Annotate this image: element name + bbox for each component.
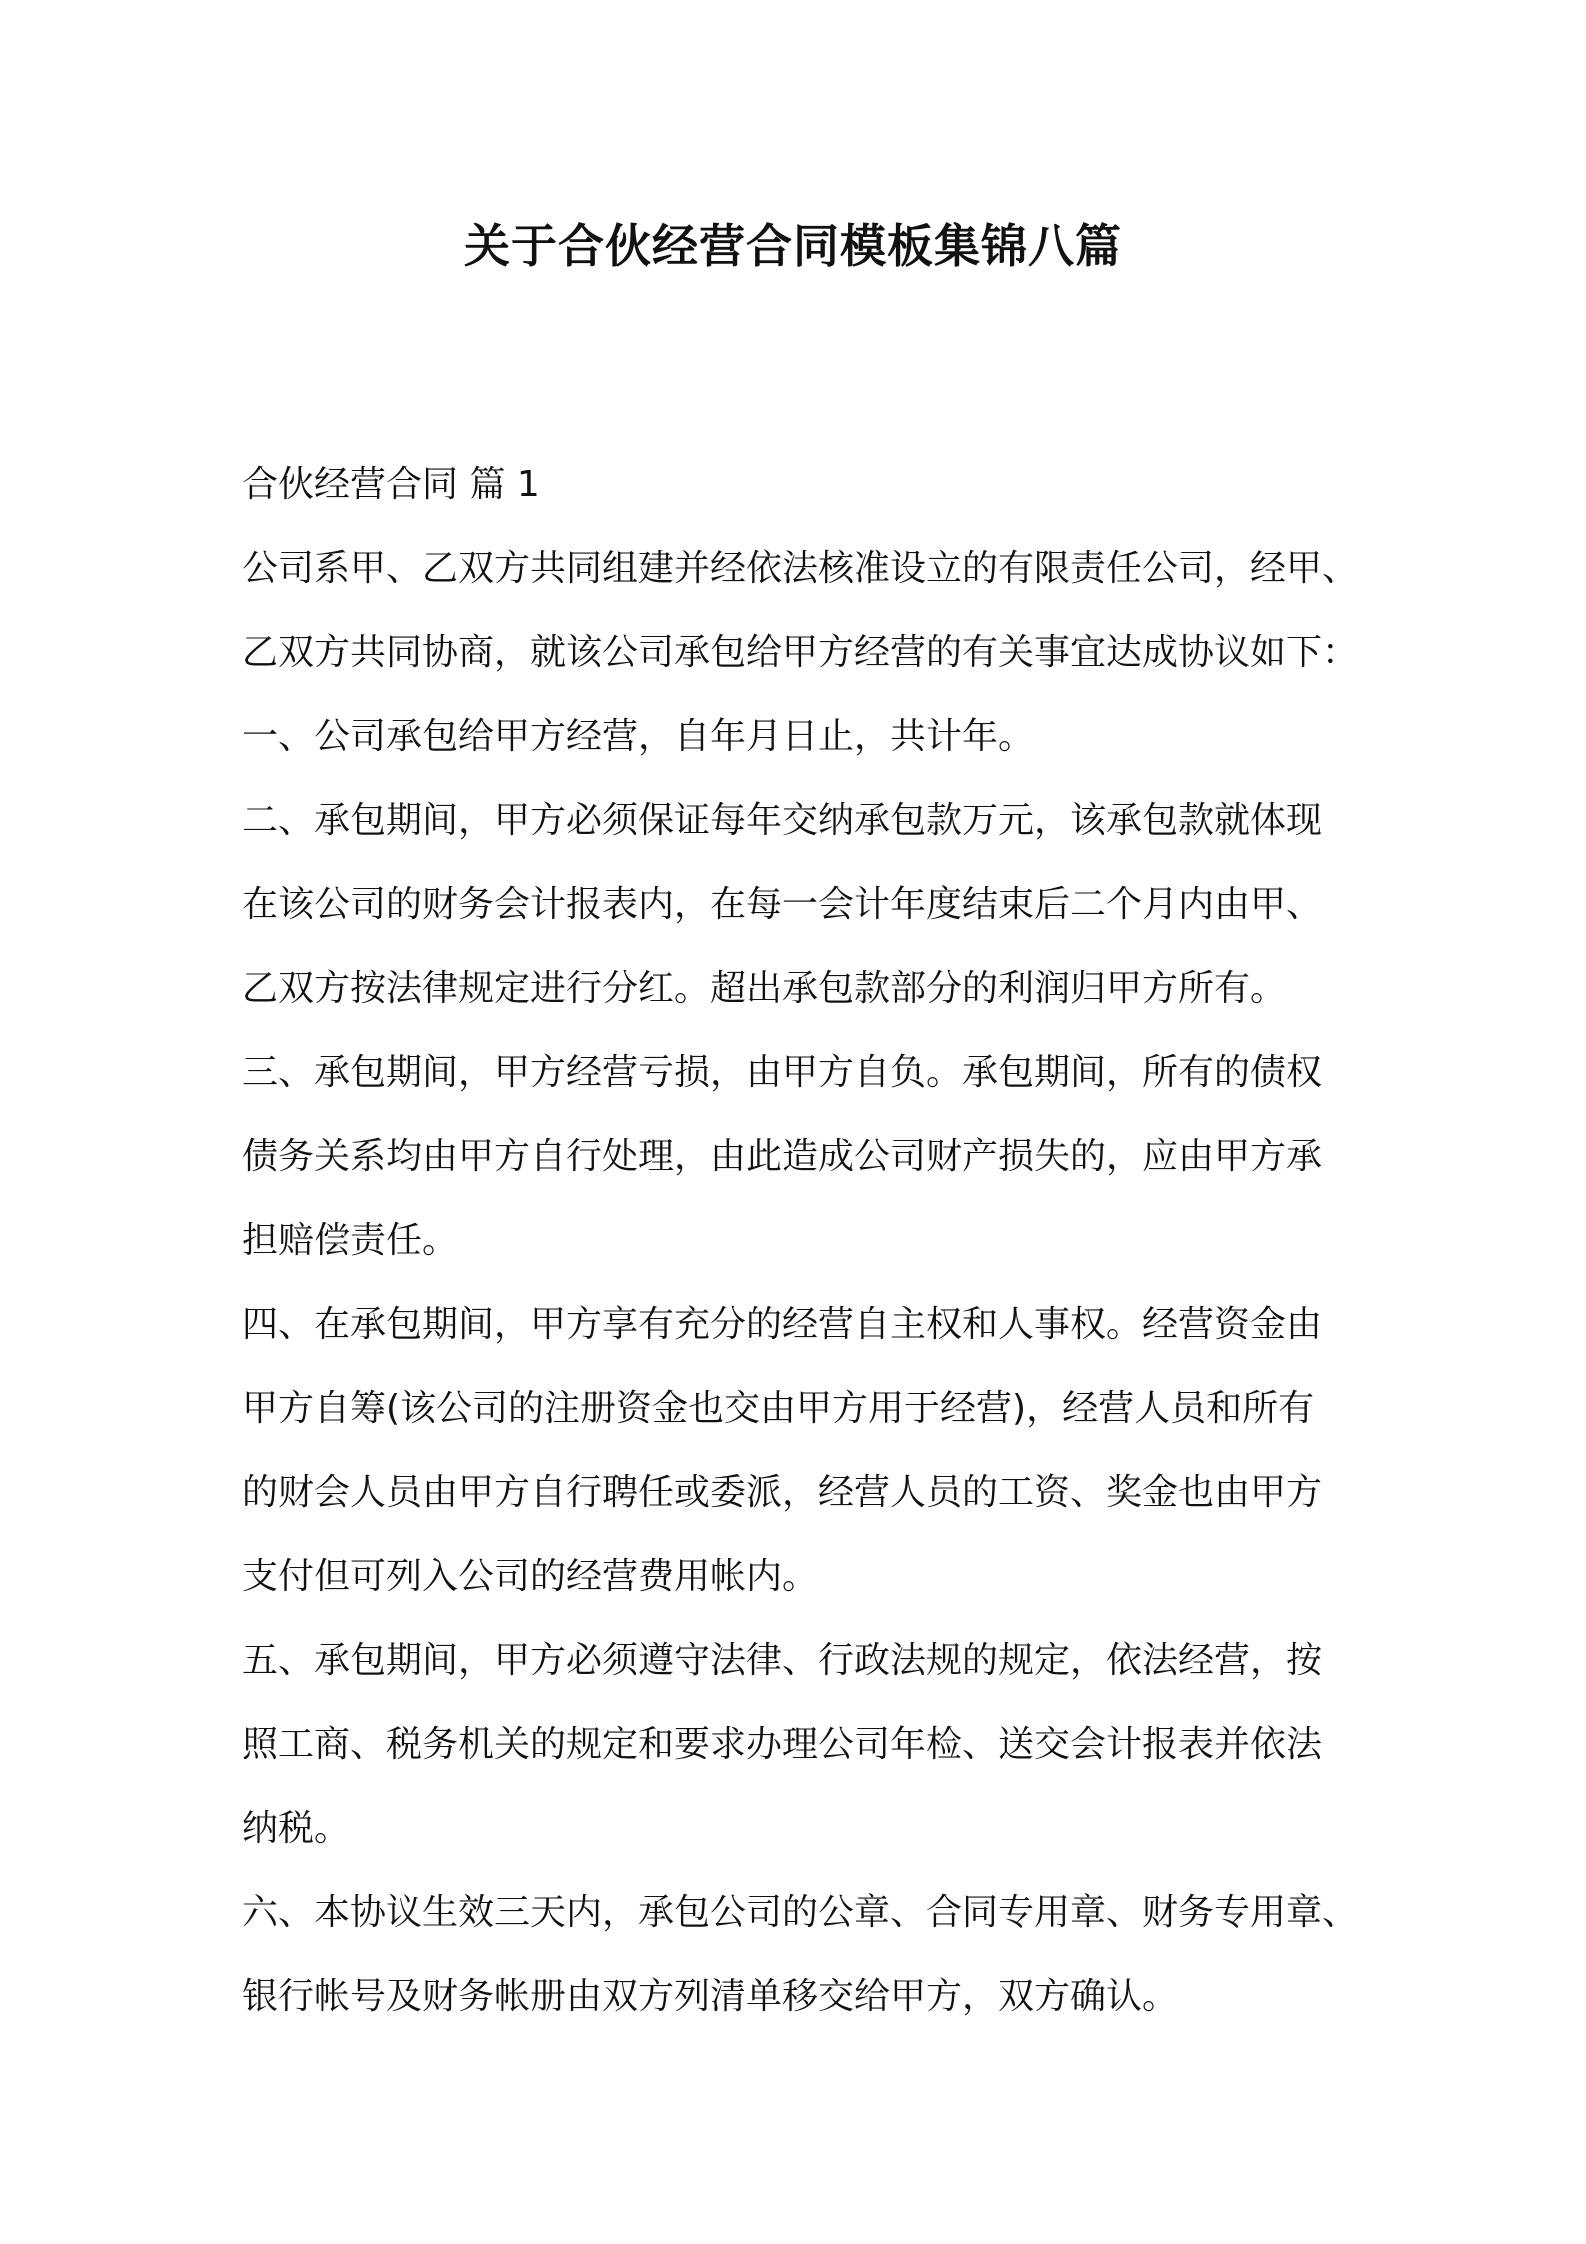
section-heading: 合伙经营合同 篇 1 bbox=[242, 464, 540, 505]
text-line: 二、承包期间，甲方必须保证每年交纳承包款万元，该承包款就体现 bbox=[242, 800, 1323, 841]
text-line: 支付但可列入公司的经营费用帐内。 bbox=[242, 1556, 819, 1597]
text-line: 照工商、税务机关的规定和要求办理公司年检、送交会计报表并依法 bbox=[242, 1724, 1323, 1765]
paragraph-clause-1 bbox=[242, 695, 1362, 779]
text-line: 的财会人员由甲方自行聘任或委派，经营人员的工资、奖金也由甲方 bbox=[242, 1472, 1323, 1513]
paragraph-clause-4 bbox=[242, 1283, 1362, 1619]
text-line: 担赔偿责任。 bbox=[242, 1220, 459, 1261]
paragraph-clause-5 bbox=[242, 1619, 1362, 1871]
paragraph-clause-3 bbox=[242, 1031, 1362, 1283]
text-line: 四、在承包期间，甲方享有充分的经营自主权和人事权。经营资金由 bbox=[242, 1304, 1323, 1345]
document-title: 关于合伙经营合同模板集锦八篇 bbox=[464, 219, 1122, 273]
text-line: 乙双方按法律规定进行分红。超出承包款部分的利润归甲方所有。 bbox=[242, 968, 1287, 1009]
text-line: 纳税。 bbox=[242, 1808, 351, 1849]
text-line: 债务关系均由甲方自行处理，由此造成公司财产损失的，应由甲方承 bbox=[242, 1136, 1323, 1177]
document-body bbox=[242, 443, 1362, 2039]
paragraph-clause-2 bbox=[242, 779, 1362, 1031]
text-line: 甲方自筹(该公司的注册资金也交由甲方用于经营)，经营人员和所有 bbox=[242, 1388, 1315, 1429]
text-line: 乙双方共同协商，就该公司承包给甲方经营的有关事宜达成协议如下： bbox=[242, 632, 1359, 673]
text-line: 五、承包期间，甲方必须遵守法律、行政法规的规定，依法经营，按 bbox=[242, 1640, 1323, 1681]
text-line: 一、公司承包给甲方经营，自年月日止，共计年。 bbox=[242, 716, 1035, 757]
text-line: 六、本协议生效三天内，承包公司的公章、合同专用章、财务专用章、 bbox=[242, 1892, 1359, 1933]
text-line: 三、承包期间，甲方经营亏损，由甲方自负。承包期间，所有的债权 bbox=[242, 1052, 1323, 1093]
text-line: 在该公司的财务会计报表内，在每一会计年度结束后二个月内由甲、 bbox=[242, 884, 1323, 925]
text-line: 公司系甲、乙双方共同组建并经依法核准设立的有限责任公司，经甲、 bbox=[242, 548, 1359, 589]
paragraph-intro bbox=[242, 527, 1362, 695]
text-line: 银行帐号及财务帐册由双方列清单移交给甲方，双方确认。 bbox=[242, 1976, 1179, 2017]
paragraph-clause-6 bbox=[242, 1871, 1362, 2039]
